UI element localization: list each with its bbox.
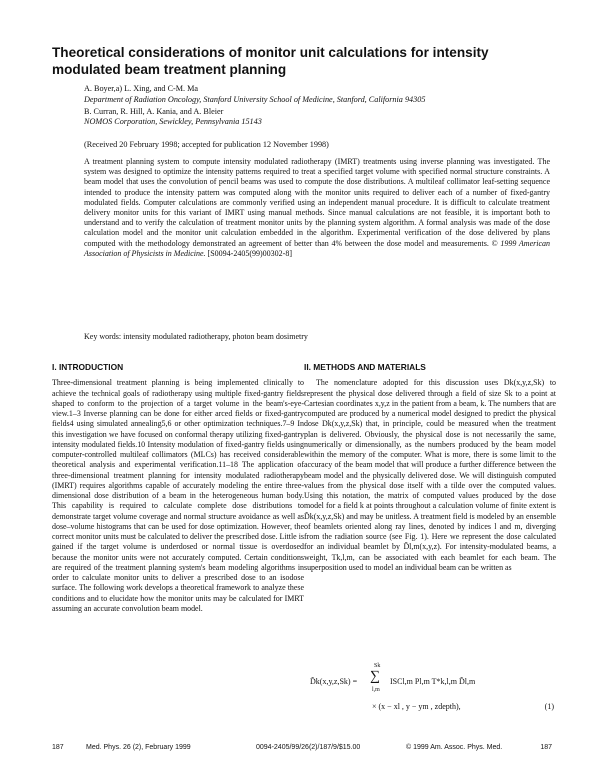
affiliation-2: NOMOS Corporation, Sewickley, Pennsylvania 15143 <box>84 117 262 127</box>
summation-symbol: ∑ <box>370 669 380 684</box>
intro-paragraph: Three-dimensional treatment planning is being implemented clinically to achieve the technical goals of radiotherapy using multiple fixed-gantry fields shaped to conform to the projection of a target volume in the beam's-eye-view.1–3 Inverse planning can be done for either arced fields or fixed-gantry fields4 using simulated annealing5,6 or other optimization techniques.7–9 In this investigation we have focused on conformal therapy utilizing fixed-gantry intensity modulated fields.10 Intensity modulation of fixed-gantry fields using computer-controlled multileaf collimators (MLCs) has received considerable theoretical analysis and experimental verification.11–18 The application of three-dimensional treatment planning for intensity modulated radiotherapy (IMRT) requires algorithms capable of accurately modeling the entire three-dimensional dose distribution of a beam in the heterogeneous human body. This capability is required to calculate complete dose distributions to demonstrate target volume coverage and normal structure avoidance as well as dose–volume histograms that can be used for dose optimization. However, the correct monitor units must be calculated to deliver the prescribed dose. Little is gained if the target volume is underdosed or normal tissue is overdosed because the monitor units were not accurately computed. Certain conditions are required of the treatment planning system's beam modeling algorithms in order to calculate monitor units to deliver a prescribed dose to an isodose surface. The following work develops a theoretical framework to analyze these conditions and to elucidate how the monitor units may be calculated for IMRT assuming an accurate convolution beam model. <box>52 378 304 613</box>
methods-paragraph: The nomenclature adopted for this discussion uses Dk(x,y,z,Sk) to represent the physical dose delivered through a field of size Sk to a point at Cartesian coordinates x,y,z in the patient from a beam, k. The numbers that are computed are produced by a numerical model designed to predict the physical dose Dk(x,y,z,Sk) that, in principle, could be measured when the treatment plan is delivered. Obviously, the physical dose is not necessarily the same, numerically or dimensionally, as the numbers produced by the beam model within the memory of the computer. What is more, there is some limit to the accuracy of the beam model that will produce a further difference between the beam model and the physically delivered dose. We will distinguish computed values from the physical dose itself with a tilde over the computed values. Using this notation, the matrix of computed values produced by the dose model for a field k at points throughout a calculation volume of finite extent is D̃k(x,y,z,Sk) and may be unitless. A treatment field is modeled by an ensemble of beamlets oriented along ray lines, denoted by indices l and m, diverging from the radiation source (see Fig. 1). Here we represent the dose calculated for an individual beamlet by D̃l,m(x,y,z). For intensity-modulated beams, a weight, Tk,l,m, can be associated with each beamlet for each beam. The superposition used to model an individual beam can be written as <box>304 378 556 572</box>
received-dates: (Received 20 February 1998; accepted for publication 12 November 1998) <box>84 140 329 149</box>
abstract-copyright: © 1999 American Association of Physicists in Medicine. <box>84 238 551 258</box>
affiliation-1: Department of Radiation Oncology, Stanford University School of Medicine, Stanford, California 94305 <box>84 94 426 104</box>
footer-issn: 0094-2405/99/26(2)/187/9/$15.00 <box>256 744 361 751</box>
equation-1 <box>310 663 554 711</box>
equation-sum-upper: Sk <box>374 663 381 669</box>
methods-heading: II. METHODS AND MATERIALS <box>304 362 426 372</box>
footer-journal: Med. Phys. 26 (2), February 1999 <box>86 744 191 751</box>
article-title: Theoretical considerations of monitor unit calculations for intensity modulated beam treatment planning <box>52 45 489 77</box>
author-group-1: A. Boyer,a) L. Xing, and C-M. Ma <box>84 84 199 93</box>
author-group-2: B. Curran, R. Hill, A. Kania, and A. Bleier <box>84 106 224 116</box>
equation-line-2: × (x − xl , y − ym , zdepth), <box>372 702 461 711</box>
abstract-doi: [S0094-2405(99)00302-8] <box>207 248 292 258</box>
abstract <box>84 157 550 259</box>
author-block <box>84 84 544 129</box>
column-right <box>304 362 556 573</box>
column-left <box>52 362 304 614</box>
equation-number: (1) <box>544 702 554 711</box>
page-footer <box>52 744 552 756</box>
intro-heading: I. INTRODUCTION <box>52 362 124 372</box>
footer-page-right: 187 <box>540 744 552 751</box>
equation-lhs: D̃k(x,y,z,Sk) = <box>310 677 358 686</box>
equation-sum-lower: l,m <box>372 687 380 693</box>
footer-page-left: 187 <box>52 744 64 751</box>
keywords: Key words: intensity modulated radiotherapy, photon beam dosimetry <box>84 332 308 341</box>
equation-rhs: ISCl,m Pl,m T*k,l,m D̃l,m <box>390 677 476 686</box>
footer-copyright: © 1999 Am. Assoc. Phys. Med. <box>406 744 503 751</box>
abstract-text: A treatment planning system to compute intensity modulated radiotherapy (IMRT) treatments using inverse planning was investigated. The system was designed to optimize the intensity patterns required to treat a specified target volume with specified normal structure constraints. A beam model that uses the convolution of pencil beams was used to compute the dose distributions. A multileaf collimator leaf-setting sequence intended to produce the intensity pattern was computed along with the monitor units required to deliver each of a number of fixed-gantry modulated fields. Computer calculations are commonly verified using an independent manual procedure. It is difficult to calculate treatment delivery monitor units for this variant of IMRT using manual methods. Since manual calculations are not feasible, it is important both to understand and to verify the calculation of treatment monitor units by the planning system algorithm. A formal analysis was made of the dose calculation model and the monitor unit calculation embedded in the algorithm. Experimental verification of the dose delivered by plans computed with the methodology demonstrated an agreement of better than 4% between the dose model and measurements. <box>84 157 550 248</box>
